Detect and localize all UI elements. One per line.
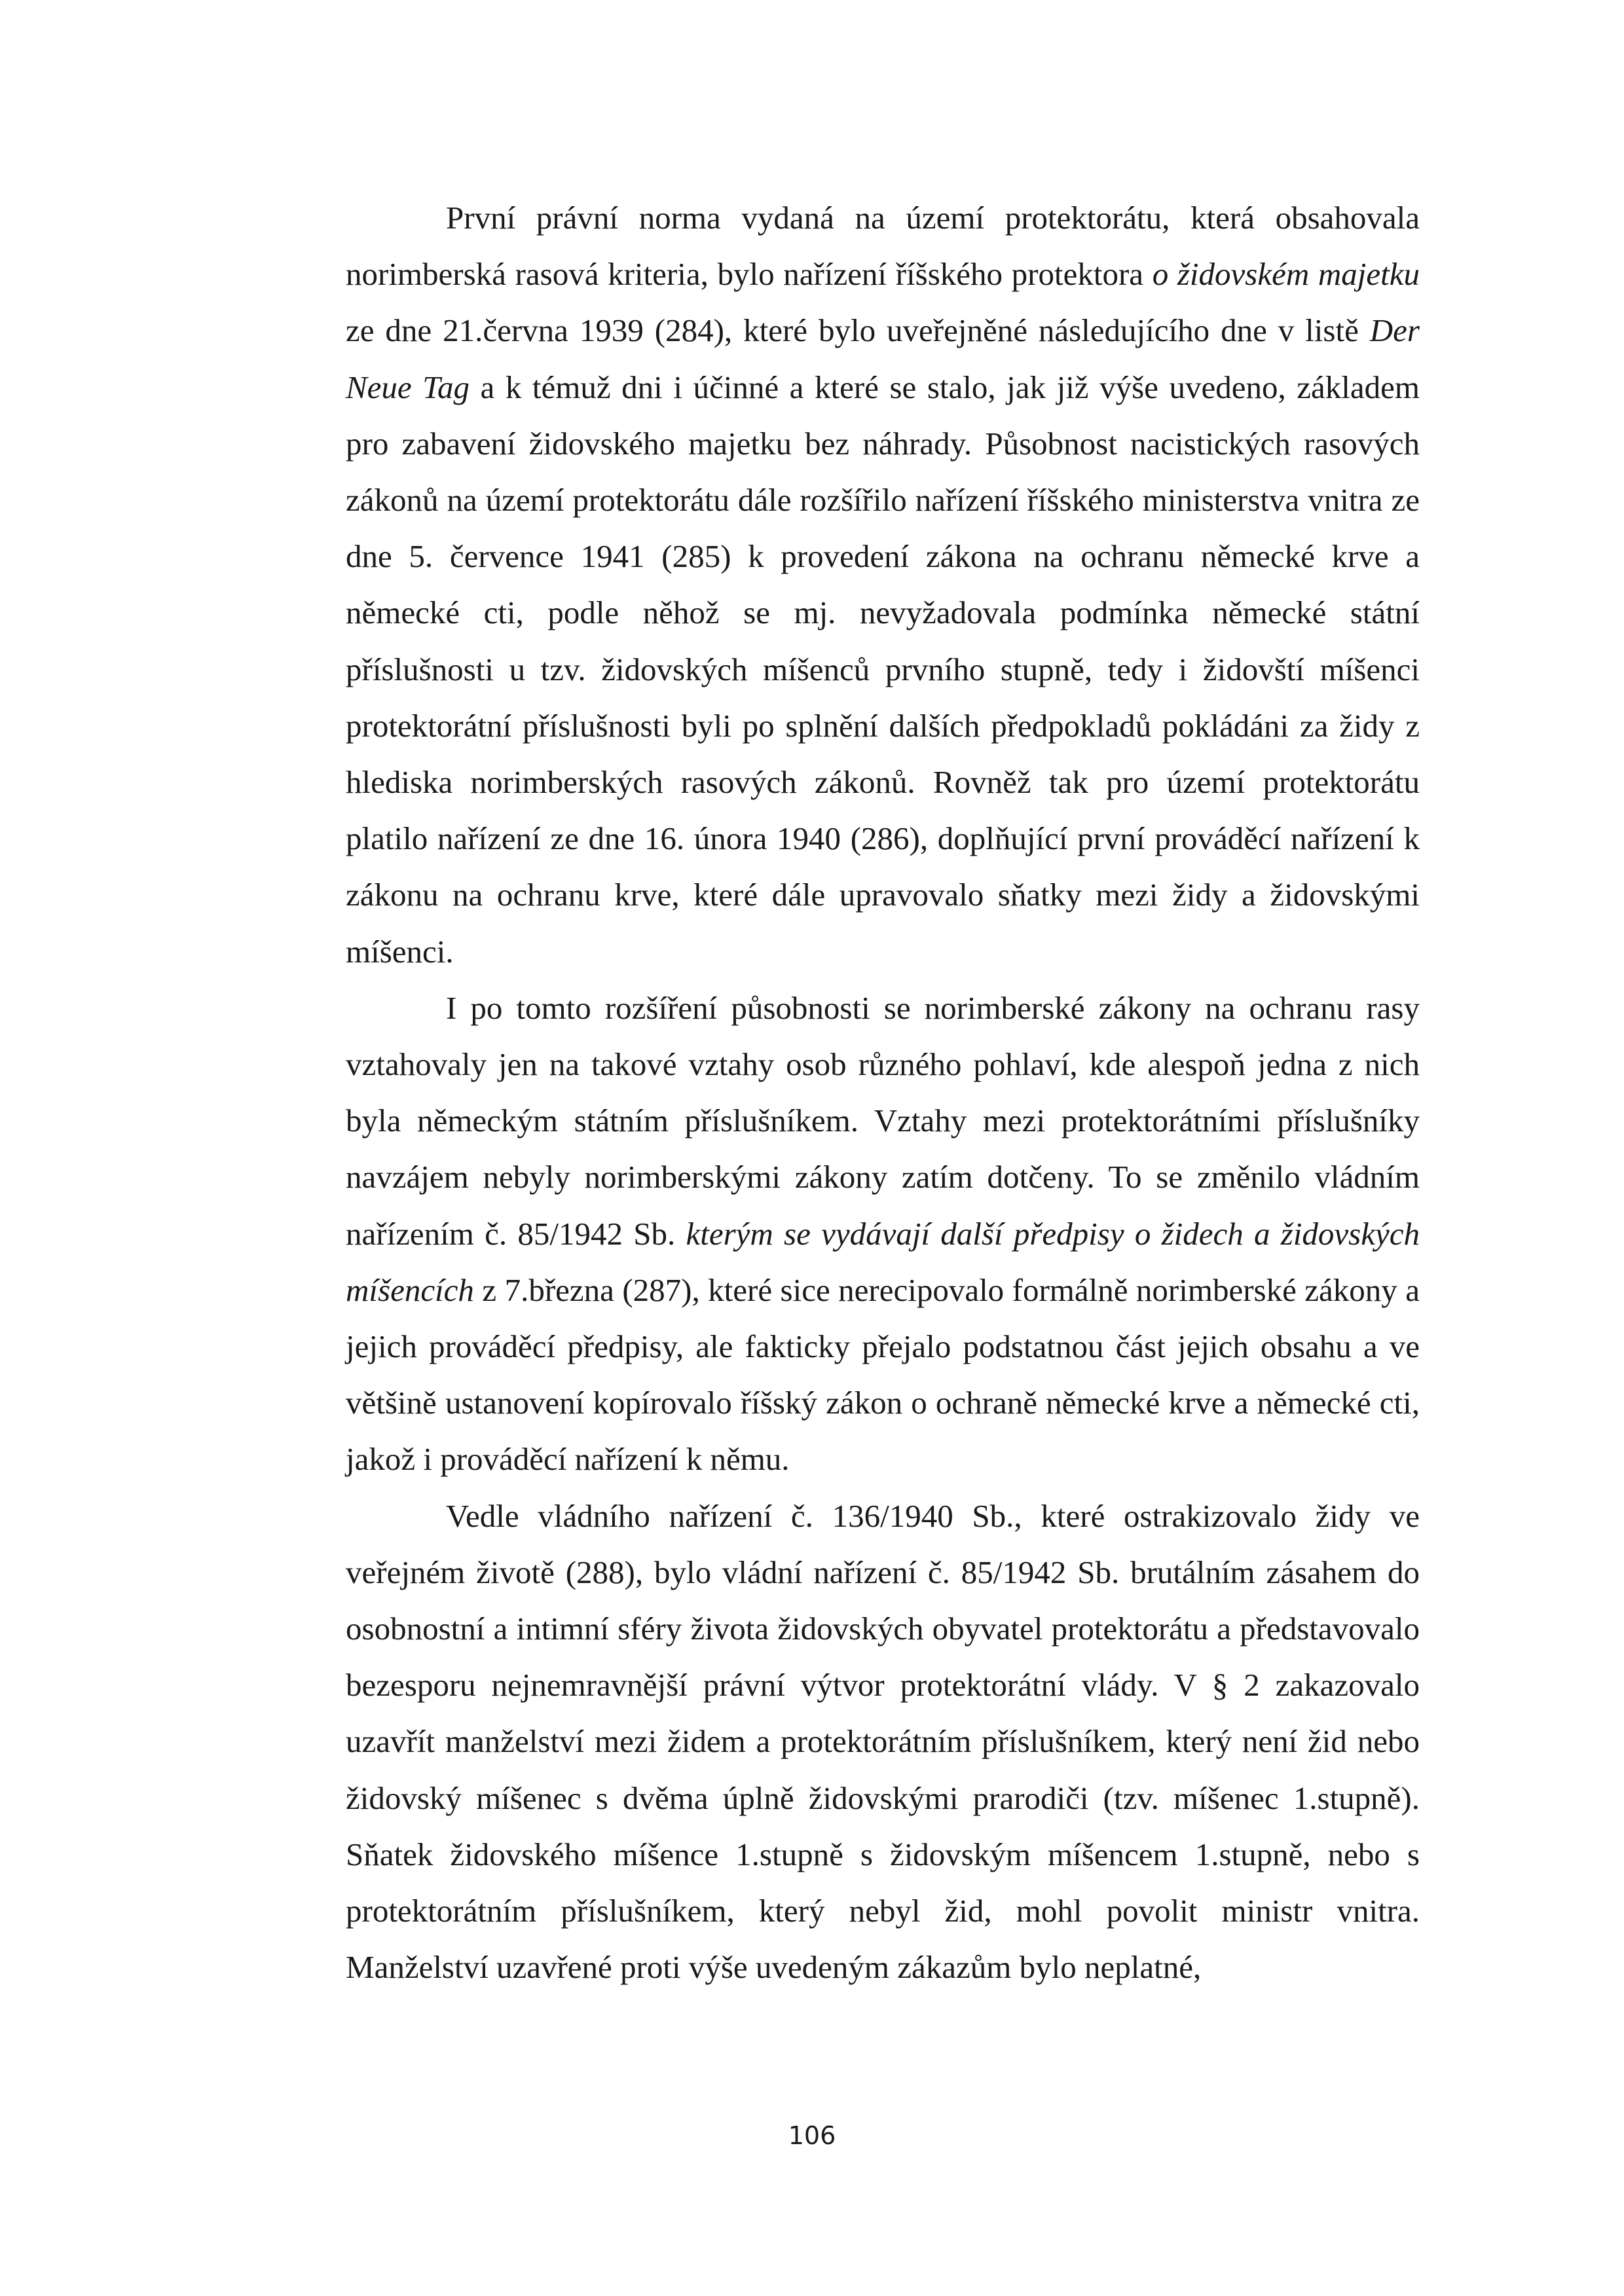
italic-text-run: kterým se vydávají další předpisy o židech a židovských míšencích [346, 1215, 1420, 1308]
text-run: z 7.března (287), které sice nerecipovalo formálně norimberské zákony a jejich prováděcí předpisy, ale fakticky přejalo podstatnou část jejich obsahu a ve většině ustanovení kopírovalo říšský zákon o ochraně německé krve a německé cti, jakož i prováděcí nařízení k němu. [346, 1271, 1420, 1478]
paragraph-2 [346, 980, 1420, 1488]
paragraph-3 [346, 1488, 1420, 1996]
text-run: Vedle vládního nařízení č. 136/1940 Sb., které ostrakizovalo židy ve veřejném životě (288), bylo vládní nařízení č. 85/1942 Sb. brutálním zásahem do osobnostní a intimní sféry života židovských obyvatel protektorátu a představovalo bezesporu nejnemravnější právní výtvor protektorátní vlády. V § 2 zakazovalo uzavřít manželství mezi židem a protektorátním příslušníkem, který není žid nebo židovský míšenec s dvěma úplně židovskými prarodiči (tzv. míšenec 1.stupně). Sňatek židovského míšence 1.stupně s židovským míšencem 1.stupně, nebo s protektorátním příslušníkem, který nebyl žid, mohl povolit ministr vnitra. Manželství uzavřené proti výše uvedeným zákazům bylo neplatné, [346, 1497, 1420, 1986]
text-run: ze dne 21.června 1939 (284), které bylo uveřejněné následujícího dne v listě [346, 312, 1370, 349]
text-run: První právní norma vydaná na území protektorátu, která obsahovala norimberská rasová kriteria, bylo nařízení říšského protektora [346, 200, 1420, 293]
page-body [346, 190, 1420, 1996]
italic-text-run: Der Neue Tag [346, 312, 1420, 405]
italic-text-run: o židovském majetku [1152, 256, 1420, 293]
page-number: 106 [788, 2121, 836, 2150]
text-run: I po tomto rozšíření působnosti se norimberské zákony na ochranu rasy vztahovaly jen na takové vztahy osob různého pohlaví, kde alespoň jedna z nich byla německým státním příslušníkem. Vztahy mezi protektorátními příslušníky navzájem nebyly norimberskými zákony zatím dotčeny. To se změnilo vládním nařízením č. 85/1942 Sb. [346, 989, 1420, 1252]
text-run: a k témuž dni i účinné a které se stalo, jak již výše uvedeno, základem pro zabavení židovského majetku bez náhrady. Působnost nacistických rasových zákonů na území protektorátu dále rozšířilo nařízení říšského ministerstva vnitra ze dne 5. července 1941 (285) k provedení zákona na ochranu německé krve a německé cti, podle něhož se mj. nevyžadovala podmínka německé státní příslušnosti u tzv. židovských míšenců prvního stupně, tedy i židovští míšenci protektorátní příslušnosti byli po splnění dalších předpokladů pokládáni za židy z hlediska norimberských rasových zákonů. Rovněž tak pro území protektorátu platilo nařízení ze dne 16. února 1940 (286), doplňující první prováděcí nařízení k zákonu na ochranu krve, které dále upravovalo sňatky mezi židy a židovskými míšenci. [346, 369, 1420, 970]
paragraph-1 [346, 190, 1420, 980]
